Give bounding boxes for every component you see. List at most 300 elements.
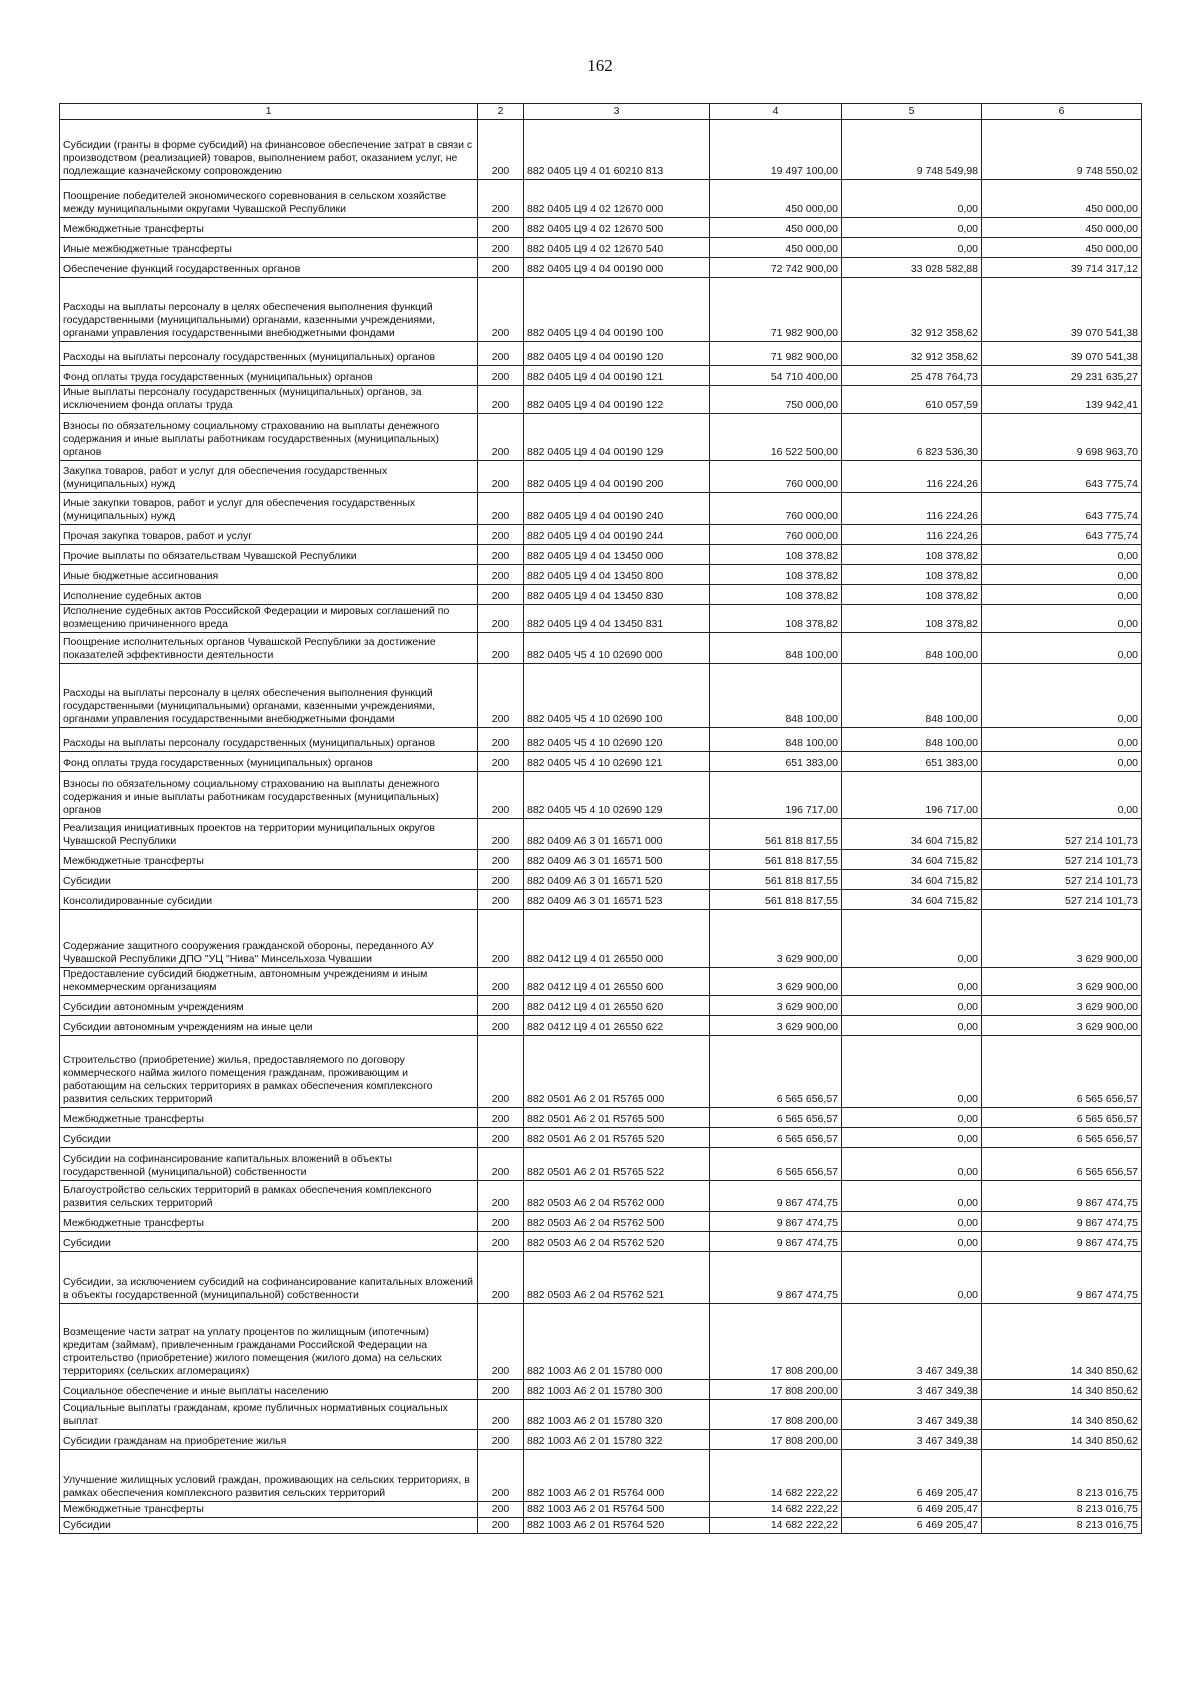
row-approved-cell: 760 000,00: [710, 461, 842, 493]
table-row: [60, 1232, 1142, 1252]
row-name-cell: Иные выплаты персоналу государственных (муниципальных) органов, за исключением фонда оплаты труда: [60, 386, 478, 414]
row-status-cell: 200: [478, 1016, 524, 1036]
row-executed-cell: 108 378,82: [842, 605, 982, 633]
row-approved-cell: 651 383,00: [710, 752, 842, 772]
row-remaining-cell: 9 867 474,75: [982, 1181, 1142, 1212]
row-remaining-cell: 643 775,74: [982, 525, 1142, 545]
row-approved-cell: 9 867 474,75: [710, 1181, 842, 1212]
row-remaining-cell: 8 213 016,75: [982, 1518, 1142, 1534]
row-approved-cell: 848 100,00: [710, 664, 842, 728]
row-code-cell: 882 0405 Ц9 4 02 12670 500: [524, 218, 710, 238]
row-executed-cell: 6 823 536,30: [842, 414, 982, 461]
table-row: [60, 890, 1142, 910]
row-remaining-cell: 39 070 541,38: [982, 342, 1142, 366]
table-row: [60, 180, 1142, 218]
row-remaining-cell: 29 231 635,27: [982, 366, 1142, 386]
row-name-cell: Взносы по обязательному социальному страхованию на выплаты денежного содержания и иные выплаты работникам государственных (муниципальных) органов: [60, 414, 478, 461]
row-code-cell: 882 0409 А6 3 01 16571 000: [524, 819, 710, 850]
row-name-cell: Субсидии: [60, 1518, 478, 1534]
row-status-cell: 200: [478, 752, 524, 772]
row-code-cell: 882 0501 А6 2 01 R5765 520: [524, 1128, 710, 1148]
row-status-cell: 200: [478, 1252, 524, 1304]
row-executed-cell: 0,00: [842, 1232, 982, 1252]
row-approved-cell: 9 867 474,75: [710, 1212, 842, 1232]
row-remaining-cell: 6 565 656,57: [982, 1148, 1142, 1181]
table-row: [60, 278, 1142, 342]
row-status-cell: 200: [478, 120, 524, 180]
table-row: [60, 968, 1142, 996]
row-name-cell: Субсидии на софинансирование капитальных вложений в объекты государственной (муниципальной) собственности: [60, 1148, 478, 1181]
row-executed-cell: 0,00: [842, 1128, 982, 1148]
row-remaining-cell: 14 340 850,62: [982, 1430, 1142, 1450]
row-name-cell: Фонд оплаты труда государственных (муниципальных) органов: [60, 366, 478, 386]
row-status-cell: 200: [478, 772, 524, 819]
row-code-cell: 882 0503 А6 2 04 R5762 520: [524, 1232, 710, 1252]
row-approved-cell: 6 565 656,57: [710, 1128, 842, 1148]
table-row: [60, 772, 1142, 819]
row-remaining-cell: 450 000,00: [982, 238, 1142, 258]
row-approved-cell: 6 565 656,57: [710, 1108, 842, 1128]
row-code-cell: 882 0405 Ц9 4 04 00190 000: [524, 258, 710, 278]
table-row: [60, 1036, 1142, 1108]
row-code-cell: 882 0501 А6 2 01 R5765 522: [524, 1148, 710, 1181]
row-remaining-cell: 9 748 550,02: [982, 120, 1142, 180]
table-row: [60, 1181, 1142, 1212]
row-executed-cell: 0,00: [842, 218, 982, 238]
row-executed-cell: 3 467 349,38: [842, 1380, 982, 1400]
row-name-cell: Межбюджетные трансферты: [60, 218, 478, 238]
row-executed-cell: 0,00: [842, 1148, 982, 1181]
row-status-cell: 200: [478, 565, 524, 585]
row-code-cell: 882 0405 Ц9 4 04 00190 122: [524, 386, 710, 414]
row-status-cell: 200: [478, 545, 524, 565]
table-row: [60, 461, 1142, 493]
table-row: [60, 342, 1142, 366]
row-code-cell: 882 0412 Ц9 4 01 26550 000: [524, 910, 710, 968]
table-row: [60, 218, 1142, 238]
row-code-cell: 882 0503 А6 2 04 R5762 500: [524, 1212, 710, 1232]
table-row: [60, 870, 1142, 890]
row-code-cell: 882 0405 Ц9 4 04 13450 800: [524, 565, 710, 585]
row-approved-cell: 17 808 200,00: [710, 1430, 842, 1450]
row-executed-cell: 116 224,26: [842, 461, 982, 493]
table-row: [60, 605, 1142, 633]
row-code-cell: 882 0501 А6 2 01 R5765 000: [524, 1036, 710, 1108]
table-body: [60, 120, 1142, 1534]
row-executed-cell: 32 912 358,62: [842, 342, 982, 366]
row-approved-cell: 19 497 100,00: [710, 120, 842, 180]
row-code-cell: 882 1003 А6 2 01 R5764 520: [524, 1518, 710, 1534]
column-header: 5: [842, 104, 982, 120]
row-remaining-cell: 9 867 474,75: [982, 1252, 1142, 1304]
row-executed-cell: 32 912 358,62: [842, 278, 982, 342]
row-name-cell: Иные межбюджетные трансферты: [60, 238, 478, 258]
row-remaining-cell: 0,00: [982, 585, 1142, 605]
row-name-cell: Фонд оплаты труда государственных (муниципальных) органов: [60, 752, 478, 772]
row-code-cell: 882 0405 Ч5 4 10 02690 100: [524, 664, 710, 728]
row-name-cell: Иные закупки товаров, работ и услуг для обеспечения государственных (муниципальных) нужд: [60, 493, 478, 525]
row-status-cell: 200: [478, 585, 524, 605]
row-code-cell: 882 0405 Ц9 4 04 13450 000: [524, 545, 710, 565]
row-code-cell: 882 0409 А6 3 01 16571 520: [524, 870, 710, 890]
table-row: [60, 386, 1142, 414]
row-approved-cell: 561 818 817,55: [710, 870, 842, 890]
table-row: [60, 525, 1142, 545]
row-approved-cell: 54 710 400,00: [710, 366, 842, 386]
table-row: [60, 1148, 1142, 1181]
row-status-cell: 200: [478, 461, 524, 493]
table-row: [60, 1380, 1142, 1400]
row-remaining-cell: 139 942,41: [982, 386, 1142, 414]
row-approved-cell: 108 378,82: [710, 565, 842, 585]
row-name-cell: Предоставление субсидий бюджетным, автономным учреждениям и иным некоммерческим организациям: [60, 968, 478, 996]
row-name-cell: Субсидии (гранты в форме субсидий) на финансовое обеспечение затрат в связи с производством (реализацией) товаров, выполнением работ, оказанием услуг, не подлежащие казначейскому сопровождению: [60, 120, 478, 180]
row-executed-cell: 3 467 349,38: [842, 1304, 982, 1380]
table-row: [60, 1430, 1142, 1450]
row-approved-cell: 17 808 200,00: [710, 1400, 842, 1430]
row-approved-cell: 6 565 656,57: [710, 1036, 842, 1108]
row-remaining-cell: 0,00: [982, 772, 1142, 819]
row-status-cell: 200: [478, 910, 524, 968]
row-approved-cell: 14 682 222,22: [710, 1518, 842, 1534]
row-remaining-cell: 527 214 101,73: [982, 819, 1142, 850]
row-code-cell: 882 0405 Ц9 4 04 00190 244: [524, 525, 710, 545]
row-executed-cell: 34 604 715,82: [842, 850, 982, 870]
row-code-cell: 882 1003 А6 2 01 15780 322: [524, 1430, 710, 1450]
row-remaining-cell: 0,00: [982, 605, 1142, 633]
row-name-cell: Социальные выплаты гражданам, кроме публичных нормативных социальных выплат: [60, 1400, 478, 1430]
row-name-cell: Взносы по обязательному социальному страхованию на выплаты денежного содержания и иные выплаты работникам государственных (муниципальных) органов: [60, 772, 478, 819]
row-code-cell: 882 1003 А6 2 01 15780 300: [524, 1380, 710, 1400]
row-executed-cell: 108 378,82: [842, 565, 982, 585]
row-approved-cell: 561 818 817,55: [710, 819, 842, 850]
row-status-cell: 200: [478, 238, 524, 258]
row-status-cell: 200: [478, 1430, 524, 1450]
table-row: [60, 366, 1142, 386]
table-row: [60, 120, 1142, 180]
row-executed-cell: 3 467 349,38: [842, 1400, 982, 1430]
row-status-cell: 200: [478, 1128, 524, 1148]
row-executed-cell: 6 469 205,47: [842, 1518, 982, 1534]
row-remaining-cell: 6 565 656,57: [982, 1128, 1142, 1148]
table-row: [60, 752, 1142, 772]
row-name-cell: Закупка товаров, работ и услуг для обеспечения государственных (муниципальных) нужд: [60, 461, 478, 493]
row-status-cell: 200: [478, 414, 524, 461]
row-code-cell: 882 0405 Ц9 4 01 60210 813: [524, 120, 710, 180]
row-name-cell: Субсидии: [60, 1232, 478, 1252]
row-remaining-cell: 3 629 900,00: [982, 996, 1142, 1016]
row-status-cell: 200: [478, 1380, 524, 1400]
row-status-cell: 200: [478, 1304, 524, 1380]
row-executed-cell: 0,00: [842, 910, 982, 968]
row-executed-cell: 0,00: [842, 1212, 982, 1232]
row-code-cell: 882 0409 А6 3 01 16571 523: [524, 890, 710, 910]
table-row: [60, 545, 1142, 565]
row-code-cell: 882 0405 Ц9 4 04 00190 240: [524, 493, 710, 525]
row-status-cell: 200: [478, 633, 524, 664]
row-executed-cell: 848 100,00: [842, 664, 982, 728]
table-row: [60, 819, 1142, 850]
row-name-cell: Прочие выплаты по обязательствам Чувашской Республики: [60, 545, 478, 565]
row-name-cell: Субсидии: [60, 1128, 478, 1148]
row-remaining-cell: 643 775,74: [982, 493, 1142, 525]
table-row: [60, 1016, 1142, 1036]
row-approved-cell: 17 808 200,00: [710, 1380, 842, 1400]
row-name-cell: Межбюджетные трансферты: [60, 850, 478, 870]
row-approved-cell: 108 378,82: [710, 605, 842, 633]
row-approved-cell: 3 629 900,00: [710, 1016, 842, 1036]
row-executed-cell: 0,00: [842, 996, 982, 1016]
row-executed-cell: 108 378,82: [842, 545, 982, 565]
row-name-cell: Субсидии автономным учреждениям: [60, 996, 478, 1016]
row-code-cell: 882 0412 Ц9 4 01 26550 622: [524, 1016, 710, 1036]
row-remaining-cell: 450 000,00: [982, 180, 1142, 218]
row-status-cell: 200: [478, 1502, 524, 1518]
table-row: [60, 258, 1142, 278]
row-name-cell: Прочая закупка товаров, работ и услуг: [60, 525, 478, 545]
row-name-cell: Благоустройство сельских территорий в рамках обеспечения комплексного развития сельских территорий: [60, 1181, 478, 1212]
row-name-cell: Исполнение судебных актов Российской Федерации и мировых соглашений по возмещению причиненного вреда: [60, 605, 478, 633]
row-status-cell: 200: [478, 218, 524, 238]
row-code-cell: 882 1003 А6 2 01 15780 320: [524, 1400, 710, 1430]
row-remaining-cell: 3 629 900,00: [982, 1016, 1142, 1036]
row-remaining-cell: 6 565 656,57: [982, 1108, 1142, 1128]
row-name-cell: Исполнение судебных актов: [60, 585, 478, 605]
table-row: [60, 728, 1142, 752]
row-remaining-cell: 14 340 850,62: [982, 1400, 1142, 1430]
row-approved-cell: 196 717,00: [710, 772, 842, 819]
table-row: [60, 910, 1142, 968]
row-code-cell: 882 1003 А6 2 01 15780 000: [524, 1304, 710, 1380]
row-remaining-cell: 9 867 474,75: [982, 1232, 1142, 1252]
row-code-cell: 882 0503 А6 2 04 R5762 521: [524, 1252, 710, 1304]
row-name-cell: Субсидии: [60, 870, 478, 890]
table-row: [60, 664, 1142, 728]
row-executed-cell: 3 467 349,38: [842, 1430, 982, 1450]
row-remaining-cell: 0,00: [982, 664, 1142, 728]
row-executed-cell: 25 478 764,73: [842, 366, 982, 386]
row-approved-cell: 561 818 817,55: [710, 890, 842, 910]
row-approved-cell: 3 629 900,00: [710, 968, 842, 996]
row-approved-cell: 16 522 500,00: [710, 414, 842, 461]
row-name-cell: Расходы на выплаты персоналу в целях обеспечения выполнения функций государственными (муниципальными) органами, казенными учреждениями, органами управления государственными внебюджетными фондами: [60, 278, 478, 342]
row-executed-cell: 0,00: [842, 1252, 982, 1304]
row-name-cell: Субсидии автономным учреждениям на иные цели: [60, 1016, 478, 1036]
row-remaining-cell: 14 340 850,62: [982, 1304, 1142, 1380]
row-code-cell: 882 0405 Ц9 4 04 13450 831: [524, 605, 710, 633]
row-status-cell: 200: [478, 819, 524, 850]
row-executed-cell: 0,00: [842, 1016, 982, 1036]
row-code-cell: 882 0405 Ц9 4 04 00190 100: [524, 278, 710, 342]
table-row: [60, 1400, 1142, 1430]
table-row: [60, 850, 1142, 870]
row-remaining-cell: 527 214 101,73: [982, 890, 1142, 910]
table-row: [60, 633, 1142, 664]
row-executed-cell: 34 604 715,82: [842, 890, 982, 910]
row-status-cell: 200: [478, 890, 524, 910]
row-executed-cell: 196 717,00: [842, 772, 982, 819]
row-executed-cell: 0,00: [842, 1181, 982, 1212]
row-executed-cell: 610 057,59: [842, 386, 982, 414]
row-name-cell: Расходы на выплаты персоналу в целях обеспечения выполнения функций государственными (муниципальными) органами, казенными учреждениями, органами управления государственными внебюджетными фондами: [60, 664, 478, 728]
row-executed-cell: 108 378,82: [842, 585, 982, 605]
row-approved-cell: 760 000,00: [710, 493, 842, 525]
row-remaining-cell: 0,00: [982, 752, 1142, 772]
row-name-cell: Улучшение жилищных условий граждан, проживающих на сельских территориях, в рамках обеспечения комплексного развития сельских территорий: [60, 1450, 478, 1502]
row-name-cell: Консолидированные субсидии: [60, 890, 478, 910]
row-code-cell: 882 0405 Ч5 4 10 02690 120: [524, 728, 710, 752]
row-approved-cell: 17 808 200,00: [710, 1304, 842, 1380]
row-remaining-cell: 450 000,00: [982, 218, 1142, 238]
row-approved-cell: 760 000,00: [710, 525, 842, 545]
table-row: [60, 585, 1142, 605]
row-code-cell: 882 0412 Ц9 4 01 26550 620: [524, 996, 710, 1016]
row-status-cell: 200: [478, 996, 524, 1016]
row-name-cell: Межбюджетные трансферты: [60, 1108, 478, 1128]
row-executed-cell: 116 224,26: [842, 525, 982, 545]
table-row: [60, 1518, 1142, 1534]
table-row: [60, 996, 1142, 1016]
row-executed-cell: 0,00: [842, 968, 982, 996]
row-status-cell: 200: [478, 664, 524, 728]
row-code-cell: 882 1003 А6 2 01 R5764 000: [524, 1450, 710, 1502]
row-executed-cell: 651 383,00: [842, 752, 982, 772]
row-name-cell: Субсидии, за исключением субсидий на софинансирование капитальных вложений в объекты государственной (муниципальной) собственности: [60, 1252, 478, 1304]
table-row: [60, 1108, 1142, 1128]
row-code-cell: 882 0409 А6 3 01 16571 500: [524, 850, 710, 870]
row-status-cell: 200: [478, 493, 524, 525]
column-header: 1: [60, 104, 478, 120]
row-remaining-cell: 643 775,74: [982, 461, 1142, 493]
row-remaining-cell: 527 214 101,73: [982, 850, 1142, 870]
row-name-cell: Расходы на выплаты персоналу государственных (муниципальных) органов: [60, 728, 478, 752]
table-row: [60, 565, 1142, 585]
row-approved-cell: 72 742 900,00: [710, 258, 842, 278]
table-row: [60, 1450, 1142, 1502]
row-name-cell: Расходы на выплаты персоналу государственных (муниципальных) органов: [60, 342, 478, 366]
page-number: 162: [587, 56, 613, 75]
column-header: 4: [710, 104, 842, 120]
row-approved-cell: 9 867 474,75: [710, 1252, 842, 1304]
row-name-cell: Поощрение исполнительных органов Чувашской Республики за достижение показателей эффективности деятельности: [60, 633, 478, 664]
row-remaining-cell: 9 867 474,75: [982, 1212, 1142, 1232]
row-code-cell: 882 0405 Ц9 4 04 00190 129: [524, 414, 710, 461]
row-approved-cell: 450 000,00: [710, 180, 842, 218]
row-remaining-cell: 8 213 016,75: [982, 1450, 1142, 1502]
row-name-cell: Реализация инициативных проектов на территории муниципальных округов Чувашской Республики: [60, 819, 478, 850]
row-remaining-cell: 0,00: [982, 633, 1142, 664]
budget-execution-table: [59, 103, 1142, 1534]
row-status-cell: 200: [478, 870, 524, 890]
row-code-cell: 882 0412 Ц9 4 01 26550 600: [524, 968, 710, 996]
table-row: [60, 1502, 1142, 1518]
table-row: [60, 493, 1142, 525]
row-remaining-cell: 14 340 850,62: [982, 1380, 1142, 1400]
row-status-cell: 200: [478, 386, 524, 414]
row-approved-cell: 848 100,00: [710, 633, 842, 664]
row-name-cell: Субсидии гражданам на приобретение жилья: [60, 1430, 478, 1450]
row-name-cell: Межбюджетные трансферты: [60, 1502, 478, 1518]
row-executed-cell: 848 100,00: [842, 633, 982, 664]
row-approved-cell: 108 378,82: [710, 545, 842, 565]
column-number-row: [60, 104, 1142, 120]
row-status-cell: 200: [478, 1450, 524, 1502]
row-remaining-cell: 3 629 900,00: [982, 968, 1142, 996]
row-approved-cell: 561 818 817,55: [710, 850, 842, 870]
row-status-cell: 200: [478, 1232, 524, 1252]
row-code-cell: 882 0503 А6 2 04 R5762 000: [524, 1181, 710, 1212]
row-status-cell: 200: [478, 525, 524, 545]
row-approved-cell: 71 982 900,00: [710, 278, 842, 342]
column-header: 6: [982, 104, 1142, 120]
row-approved-cell: 848 100,00: [710, 728, 842, 752]
row-executed-cell: 33 028 582,88: [842, 258, 982, 278]
row-status-cell: 200: [478, 1400, 524, 1430]
row-status-cell: 200: [478, 1518, 524, 1534]
row-status-cell: 200: [478, 1108, 524, 1128]
row-code-cell: 882 0405 Ц9 4 04 00190 121: [524, 366, 710, 386]
row-executed-cell: 0,00: [842, 1036, 982, 1108]
row-remaining-cell: 8 213 016,75: [982, 1502, 1142, 1518]
row-code-cell: 882 0405 Ц9 4 04 00190 200: [524, 461, 710, 493]
row-executed-cell: 9 748 549,98: [842, 120, 982, 180]
table-row: [60, 1128, 1142, 1148]
row-status-cell: 200: [478, 342, 524, 366]
row-executed-cell: 0,00: [842, 238, 982, 258]
row-approved-cell: 9 867 474,75: [710, 1232, 842, 1252]
row-remaining-cell: 39 070 541,38: [982, 278, 1142, 342]
table-row: [60, 1212, 1142, 1232]
row-remaining-cell: 6 565 656,57: [982, 1036, 1142, 1108]
row-code-cell: 882 0405 Ц9 4 02 12670 000: [524, 180, 710, 218]
row-code-cell: 882 0405 Ц9 4 04 00190 120: [524, 342, 710, 366]
column-header: 3: [524, 104, 710, 120]
row-remaining-cell: 527 214 101,73: [982, 870, 1142, 890]
row-remaining-cell: 39 714 317,12: [982, 258, 1142, 278]
row-name-cell: Социальное обеспечение и иные выплаты населению: [60, 1380, 478, 1400]
row-name-cell: Межбюджетные трансферты: [60, 1212, 478, 1232]
row-status-cell: 200: [478, 180, 524, 218]
row-status-cell: 200: [478, 1181, 524, 1212]
row-executed-cell: 34 604 715,82: [842, 819, 982, 850]
row-status-cell: 200: [478, 968, 524, 996]
row-name-cell: Строительство (приобретение) жилья, предоставляемого по договору коммерческого найма жилого помещения гражданам, проживающим и работающим на сельских территориях в рамках обеспечения комплексного развития сельских территорий: [60, 1036, 478, 1108]
row-executed-cell: 848 100,00: [842, 728, 982, 752]
row-status-cell: 200: [478, 1212, 524, 1232]
row-approved-cell: 450 000,00: [710, 238, 842, 258]
row-status-cell: 200: [478, 1148, 524, 1181]
row-approved-cell: 71 982 900,00: [710, 342, 842, 366]
row-approved-cell: 108 378,82: [710, 585, 842, 605]
table-row: [60, 414, 1142, 461]
row-name-cell: Обеспечение функций государственных органов: [60, 258, 478, 278]
row-remaining-cell: 0,00: [982, 565, 1142, 585]
row-status-cell: 200: [478, 278, 524, 342]
row-status-cell: 200: [478, 728, 524, 752]
row-status-cell: 200: [478, 605, 524, 633]
row-status-cell: 200: [478, 850, 524, 870]
row-code-cell: 882 0405 Ц9 4 02 12670 540: [524, 238, 710, 258]
row-executed-cell: 6 469 205,47: [842, 1502, 982, 1518]
row-remaining-cell: 0,00: [982, 728, 1142, 752]
row-name-cell: Поощрение победителей экономического соревнования в сельском хозяйстве между муниципальными округами Чувашской Республики: [60, 180, 478, 218]
row-remaining-cell: 3 629 900,00: [982, 910, 1142, 968]
row-executed-cell: 34 604 715,82: [842, 870, 982, 890]
row-executed-cell: 0,00: [842, 1108, 982, 1128]
row-approved-cell: 6 565 656,57: [710, 1148, 842, 1181]
row-approved-cell: 3 629 900,00: [710, 996, 842, 1016]
table-row: [60, 238, 1142, 258]
